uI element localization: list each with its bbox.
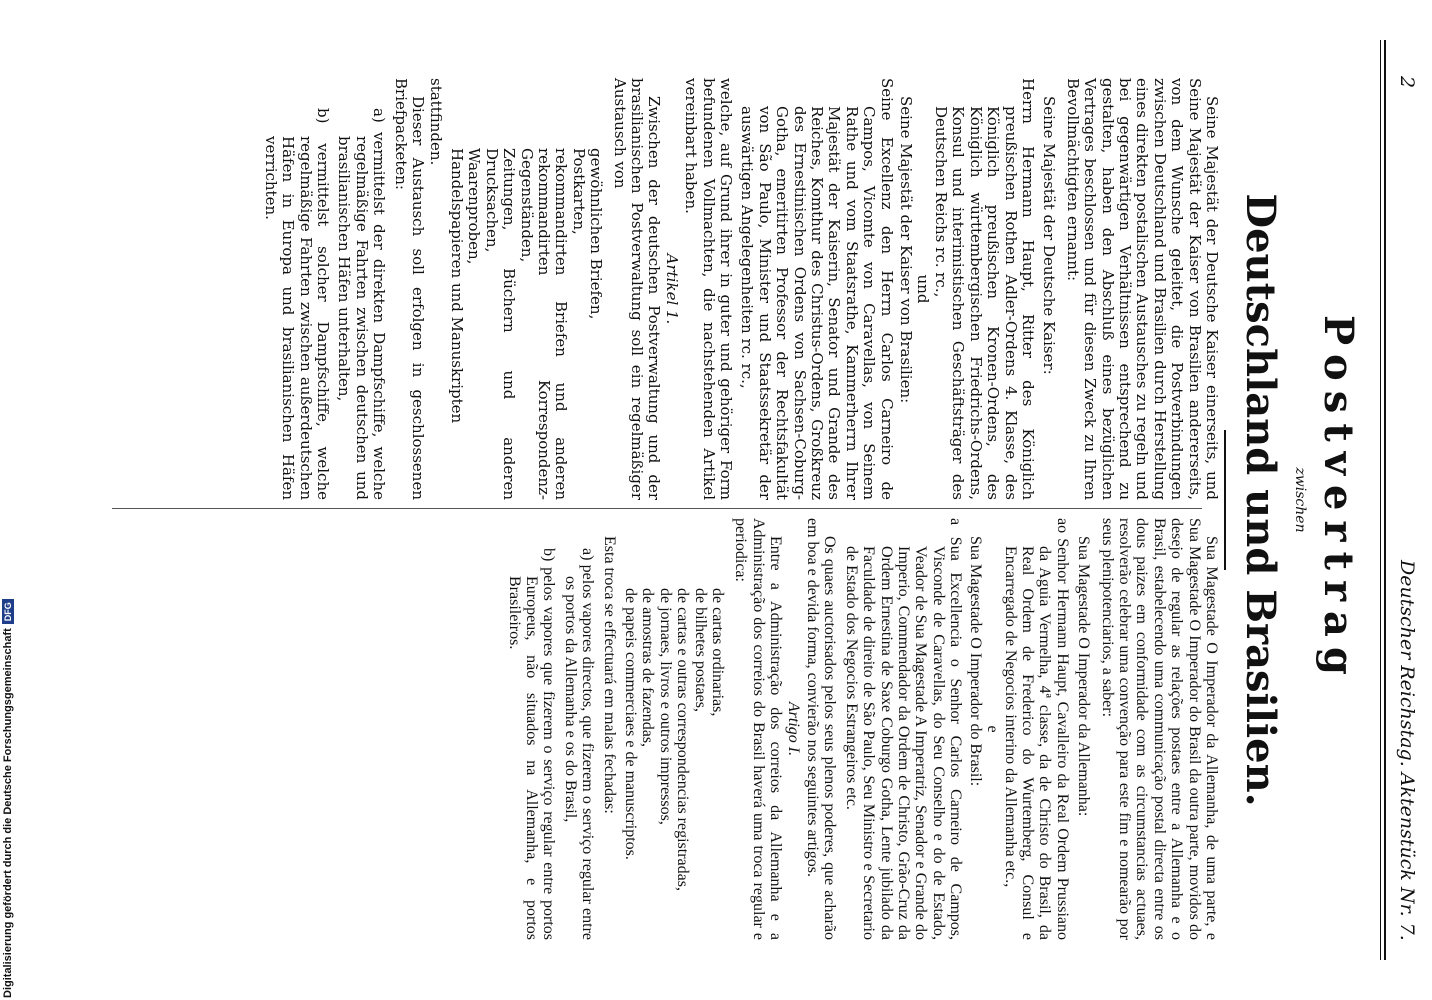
german-emperor-label: Seine Majestät der Deutsche Kaiser: [1040,96,1059,375]
portuguese-conclusion: Os quaes auctorisados pelos seus plenos poderes, que acharão em boa e devida forma, convierão nos seguintes artigos. [804,518,839,940]
credit-text: Digitalisierung gefördert durch die Deutsche Forschungsgemeinschaft [2,628,14,998]
portuguese-article-1-heading: Artigo I. [784,701,802,757]
list-item: de jornaes, livros e outros impressos, [656,588,674,825]
list-item: de cartas ordinarias, [709,588,727,717]
portuguese-plenipotentiary-2: a Sua Excellencia o Senhor Carlos Carneiro de Campos, Visconde de Caravellas, do Seu Conselho e do de Estado, Veador de Sua Magestade A Imperatriz, Senador e Grande do Imperio, Commendador da Ordem de Christo, Grão-Cruz da Ordem Ernestina de Saxe Coburgo Gotha, Lente jubilado da Faculdade de direito de São Paulo, Seu Ministro e Secretario de Estado dos Negocios Estrangeiros etc. [842,518,965,940]
portuguese-preamble: Sua Magestade O Imperador da Allemanha, de uma parte, e Sua Magestade O Imperador do Brasil da outra parte, movidos do desejo de regular as relações postaes entre a Allemanha e o Brasil, estabelecendo uma communicação postal directa entre os dous paizes em conformidade com as circumstancias actuaes, resolverão celebrar uma convenção para este fim e nomearão por seus plenipotenciarios, a saber: [1098,518,1220,940]
list-item: Postkarten, [569,148,588,235]
german-exchange-text: Dieser Austausch soll erfolgen in geschlossenen Briefpacketen: [391,78,428,500]
header-rule [1384,40,1386,960]
page-number: 2 [1396,76,1418,89]
portuguese-brazil-emperor-label: Sua Magestade O Imperador do Brasil: [966,536,984,787]
title-rule [1224,430,1226,570]
german-article-1-heading: Artikel 1. [662,253,681,325]
list-item: de papeis commerciaes e de manuscriptos. [622,588,639,860]
german-und: und [914,274,933,304]
treaty-subtitle: Deutschland und Brasilien. [1237,193,1284,807]
portuguese-item-b: b) pelos vapores que fizerem o serviço regular entre portos Europeus, não situados na Allemanha, e portos Brasileiros. [505,548,558,940]
title-between: zwischen [1292,467,1308,533]
list-item: Waarenproben, [465,148,484,265]
list-item: gewöhnlichen Briefen, [587,148,606,320]
list-item: de amostras de fazendas, [639,588,657,748]
portuguese-emperor-label: Sua Magestade O Imperador da Allemanha: [1075,536,1093,817]
portuguese-e: e [984,725,1002,733]
german-preamble: Seine Majestät der Deutsche Kaiser einerseits, und Seine Majestät der Kaiser von Brasilien andererseits, von dem Wunsche geleitet, die Postverbindungen zwischen Deutschland und Brasilien durch Herstellung eines direkten postalischen Austausches zu regeln und bei gegenwärtigen Verhältnissen entsprechend zu gestalten, haben den Abschluß eines bezüglichen Vertrages beschlossen und für diesen Zweck zu Ihren Bevollmächtigten ernannt: [1063,78,1221,500]
german-plenipotentiary-1: Herrn Hermann Haupt, Ritter des Königlich preußischen Rothen Adler-Ordens 4. Klasse, des Königlich preußischen Kronen-Ordens, des Königlich württembergischen Friedrichs-Ordens, Konsul und interimistischen Geschäftsträger des Deutschen Reichs rc. rc., [931,78,1037,500]
portuguese-column [505,518,1220,940]
portuguese-article-1-text: Entre a Administração dos correios da Allemanha e a Administração dos correios do Brasil haverá uma troca regular e periodica: [732,518,785,940]
dfg-logo: DFG [2,599,14,624]
list-item: de bilhetes postaes, [691,588,709,712]
list-item: de cartas e outras correspondencias registradas, [674,588,692,891]
digitization-credit [2,599,14,998]
portuguese-item-list [622,518,726,940]
treaty-title: Postvertrag [1315,315,1362,685]
german-plenipotentiary-2: Seine Excellenz den Herrn Carlos Carneiro de Campos, Vicomte von Caravellas, von Seinem Rathe und vom Staatsrathe, Kammerherrn Ihrer Majestät der Kaiserin, Senator und Grande des Reiches, Komthur des Christus-Ordens, Großkreuz des Ernestinischen Ordens von Sachsen-Coburg-Gotha, emeritirten Professor der Rechtsfakultät von São Paulo, Minister und Staatssekretär der auswärtigen Angelegenheiten rc. rc., [738,78,896,500]
german-conclusion: welche, auf Grund ihrer in guter und gehöriger Form befundenen Vollmachten, die nachstehenden Artikel vereinbart haben. [682,78,736,500]
german-stattfinden: stattfinden. [426,78,445,166]
column-divider [112,508,1202,509]
german-item-list [448,78,605,500]
german-item-b: b) vermittelst solcher Dampfschiffe, welche regelmäßige Fahrten zwischen außerdeutschen Häfen in Europa und brasilianischen Häfen verrichten. [261,108,333,500]
portuguese-plenipotentiary-1: ao Senhor Hermann Haupt, Cavalleiro da Real Ordem Prussiano da Aguia Vermelha, 4ª classe, da de Christo do Brasil, da Real Ordem de Frederico do Wurtemberg, Consul e Encarregado de Negocios interino da Allemanha etc., [1001,518,1071,940]
portuguese-item-a: a) pelos vapores directos, que fizerem o serviço regular entre os portos da Allemanha e os do Brasil, [561,548,597,940]
german-item-a: a) vermittelst der direkten Dampfschiffe, welche regelmäßige Fahrten zwischen deutschen und brasilianischen Häfen unterhalten, [335,108,389,500]
german-column [261,78,1220,500]
german-brazil-emperor-label: Seine Majestät der Kaiser von Brasilien: [897,96,916,404]
running-header: Deutscher Reichstag. Aktenstück Nr. 7. [1396,560,1418,941]
list-item: Handelspapieren und Manuskripten [447,148,466,424]
header-rule-thin [1380,40,1381,960]
german-article-1-text: Zwischen der deutschen Postverwaltung und der brasilianischen Postverwaltung soll ein regelmäßiger Austausch von [610,78,664,500]
list-item: rekommandirten Briefen und anderen rekommandirten Korrespondenz-Gegenständen, [517,148,571,500]
portuguese-exchange-text: Esta troca se effectuará em malas fechadas: [600,536,618,814]
list-item: Zeitungen, Büchern und anderen Drucksachen, [482,148,519,500]
